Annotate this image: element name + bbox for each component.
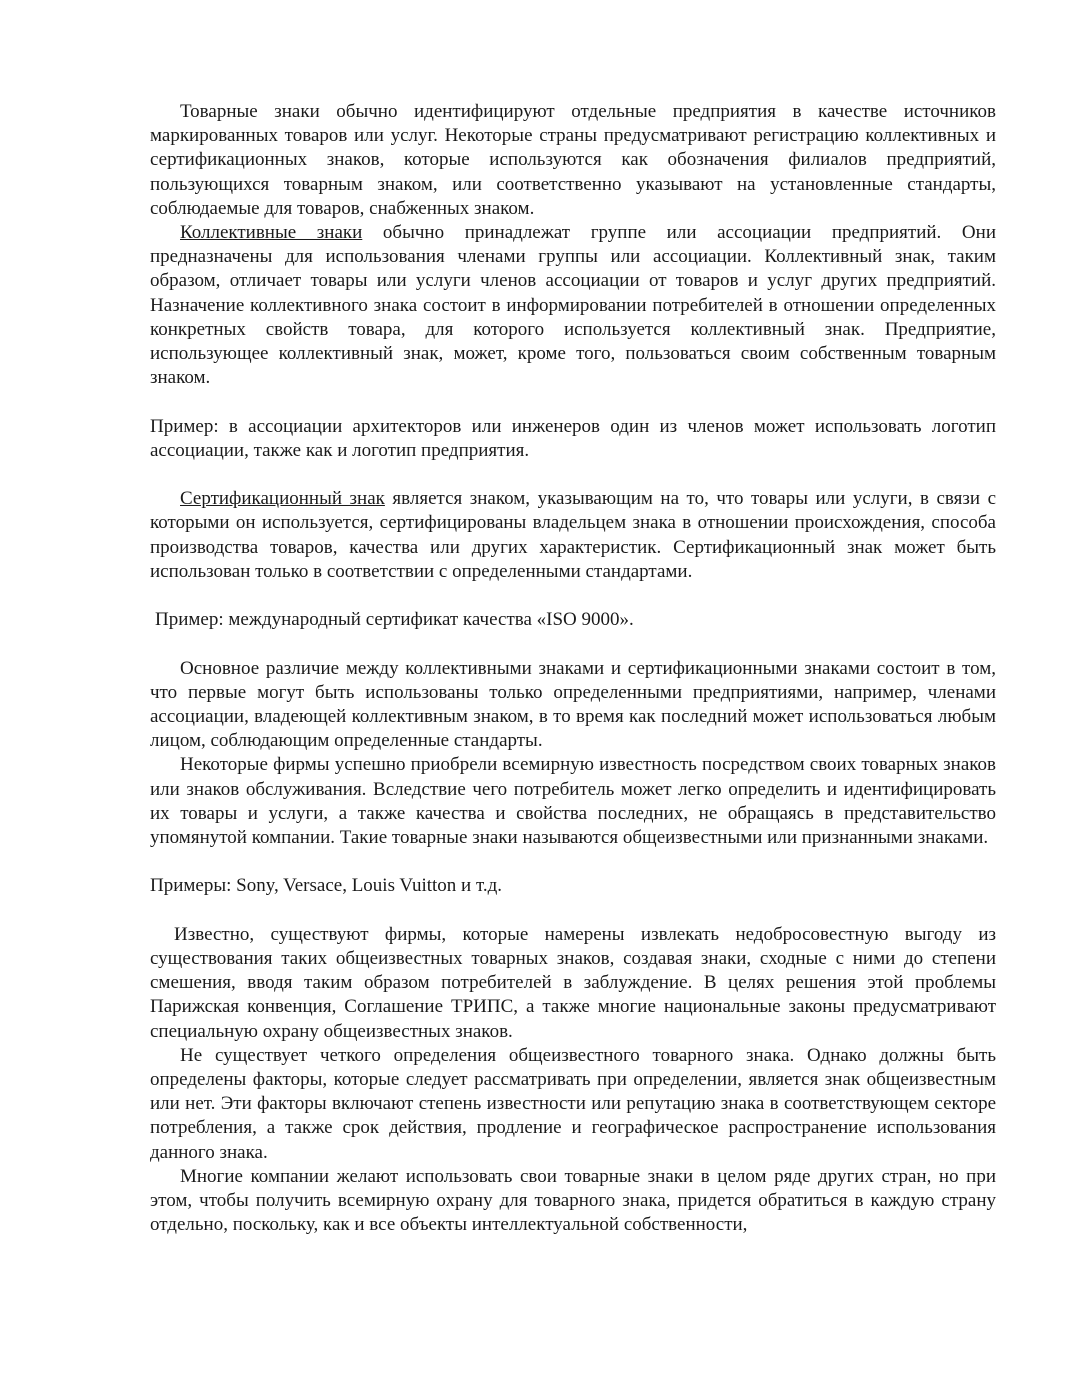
- paragraph-unfair-advantage: Известно, существуют фирмы, которые намерены извлекать недобросовестную выгоду из существования таких общеизвестных товарных знаков, создавая знаки, сходные с ними до степени смешения, вводя таким образом потребителей в заблуждение. В целях решения этой проблемы Парижская конвенция, Соглашение ТРИПС, а также многие национальные законы предусматривают специальную охрану общеизвестных знаков.: [150, 923, 996, 1042]
- term-certification-mark: Сертификационный знак: [180, 488, 385, 510]
- paragraph-examples-brands: Примеры: Sony, Versace, Louis Vuitton и т.д.: [150, 875, 503, 897]
- paragraph-difference: Основное различие между коллективными знаками и сертификационными знаками состоит в том, что первые могут быть использованы только определенными предприятиями, например, членами ассоциации, владеющей коллективным знаком, в то время как последний может использоваться любым лицом, соблюдающим определенные стандарты.: [150, 657, 996, 752]
- paragraph-collective-marks: [150, 221, 996, 390]
- paragraph-trademarks-intro: Товарные знаки обычно идентифицируют отдельные предприятия в качестве источников маркированных товаров или услуг. Некоторые страны предусматривают регистрацию коллективных и сертификационных знаков, которые используются как обозначения филиалов предприятий, пользующихся товарным знаком, или соответственно указывают на установленные стандарты, соблюдаемые для товаров, снабженных знаком.: [150, 101, 996, 219]
- paragraph-example-architects: Пример: в ассоциации архитекторов или инженеров один из членов может использовать логотип ассоциации, также как и логотип предприятия.: [150, 415, 996, 461]
- document-page: [150, 100, 996, 1237]
- paragraph-well-known-firms: Некоторые фирмы успешно приобрели всемирную известность посредством своих товарных знаков или знаков обслуживания. Вследствие чего потребитель может легко определить и идентифицировать их товары и услуги, а также качества и свойства последних, не обращаясь в представительство упомянутой компании. Такие товарные знаки называются общеизвестными или признанными знаками.: [150, 754, 996, 849]
- paragraph-no-definition: Не существует четкого определения общеизвестного товарного знака. Однако должны быть определены факторы, которые следует рассматривать при определении, является знак общеизвестным или нет. Эти факторы включают степень известности или репутацию знака в соответствующем секторе потребления, а также срок действия, продление и географическое распространение использования данного знака.: [150, 1044, 996, 1163]
- certification-mark-text: является знаком, указывающим на то, что товары или услуги, в связи с которыми он используется, сертифицированы владельцем знака в отношении происхождения, способа производства товаров, качества или других характеристик. Сертификационный знак может быть использован только в соответствии с определенными стандартами.: [150, 488, 996, 582]
- paragraph-many-companies: Многие компании желают использовать свои товарные знаки в целом ряде других стран, но при этом, чтобы получить всемирную охрану для товарного знака, придется обратиться в каждую страну отдельно, поскольку, как и все объекты интеллектуальной собственности,: [150, 1165, 996, 1236]
- paragraph-certification-mark: [150, 487, 996, 584]
- term-collective-marks: Коллективные знаки: [180, 222, 363, 244]
- collective-marks-text: обычно принадлежат группе или ассоциации предприятий. Они предназначены для использования членами группы или ассоциации. Коллективный знак, таким образом, отличает товары или услуги членов ассоциации от товаров и услуг других предприятий. Назначение коллективного знака состоит в информировании потребителей в отношении определенных конкретных свойств товара, для которого используется коллективный знак. Предприятие, использующее коллективный знак, может, кроме того, пользоваться своим собственным товарным знаком.: [150, 222, 996, 389]
- paragraph-example-iso: Пример: международный сертификат качества «ISO 9000».: [155, 609, 634, 631]
